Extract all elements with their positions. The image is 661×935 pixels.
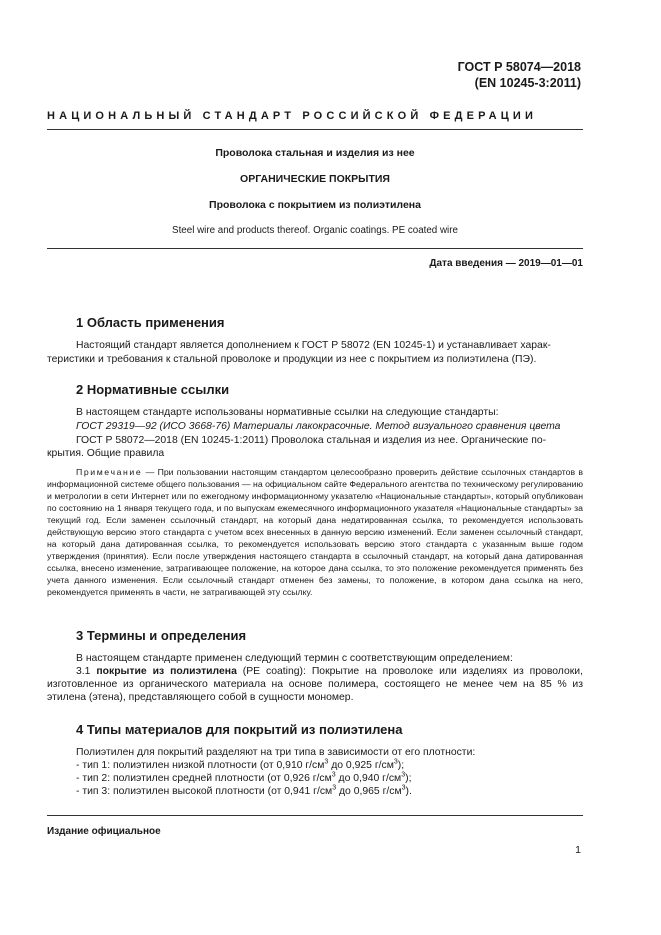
section4-heading: 4 Типы материалов для покрытий из полиэтилена (76, 722, 403, 737)
section1-line2: теристики и требования к стальной проволоке и продукции из нее с покрытием из полиэтилена (ПЭ). (47, 354, 537, 365)
list-item: - тип 3: полиэтилен высокой плотности (от 0,941 $г/см^3$ до 0,965 $г/см^3$). (76, 784, 412, 797)
title-rule (47, 248, 583, 249)
page-number: 1 (575, 844, 581, 856)
footer-rule (47, 815, 583, 816)
standard-code-block (458, 59, 581, 91)
note-lead: Примечание (76, 467, 143, 477)
section4-list (76, 759, 583, 798)
section2-ref2-line1: ГОСТ Р 58072—2018 (EN 10245-1:2011) Проволока стальная и изделия из нее. Органические по- (76, 435, 547, 446)
section2-heading: 2 Нормативные ссылки (76, 382, 230, 397)
section1-line1: Настоящий стандарт является дополнением к ГОСТ Р 58072 (EN 10245-1) и устанавливает харак- (76, 340, 551, 351)
list-item: - тип 1: полиэтилен низкой плотности (от 0,910 $г/см^3$ до 0,925 $г/см^3$); (76, 758, 405, 771)
section2-ref2-line2: крытия. Общие правила (47, 448, 165, 459)
term-number: 3.1 (76, 666, 97, 677)
standard-en-code: (EN 10245-3:2011) (474, 76, 581, 90)
section3-heading: 3 Термины и определения (76, 628, 247, 643)
title-line1: Проволока стальная и изделия из нее (215, 147, 415, 159)
section2-intro: В настоящем стандарте использованы нормативные ссылки на следующие стандарты: (76, 407, 499, 418)
header-rule (47, 129, 583, 130)
section3-intro: В настоящем стандарте применен следующий термин с соответствующим определением: (76, 653, 513, 664)
standard-code: ГОСТ Р 58074—2018 (457, 60, 581, 74)
section4-intro: Полиэтилен для покрытий разделяют на три типа в зависимости от его плотности: (76, 747, 476, 758)
list-item: - тип 2: полиэтилен средней плотности (от 0,926 $г/см^3$ до 0,940 $г/см^3$); (76, 771, 412, 784)
section2-ref1: ГОСТ 29319—92 (ИСО 3668-76) Материалы лакокрасочные. Метод визуального сравнения цвета (76, 421, 561, 432)
section3-term (47, 665, 583, 704)
section2-note (47, 466, 583, 598)
introduction-date: Дата введения — 2019—01—01 (429, 258, 583, 269)
title-line3: Проволока с покрытием из полиэтилена (209, 199, 421, 211)
title-line2: ОРГАНИЧЕСКИЕ ПОКРЫТИЯ (240, 173, 390, 185)
term-name: покрытие из полиэтилена (96, 666, 237, 677)
term-definition: (PE coating): Покрытие на проволоке или изделиях из проволоки, изготовленное из органического материала на основе полимера, состоящего не менее чем на 85 % из этилена (этена), представляющего собой в сущности мономер. (47, 666, 583, 703)
section1-heading: 1 Область применения (76, 315, 225, 330)
note-text: — При пользовании настоящим стандартом целесообразно проверить действие ссылочных стандартов в информационной системе общего пользования — на официальном сайте Федерального агентства по техническому регулированию и метрологии в сети Интернет или по ежегодному информационному указателю «Национальные стандарты», который опубликован по состоянию на 1 января текущего года, и по выпускам ежемесячного информационного указателя «Национальные стандарты» за текущий год. Если заменен ссылочный стандарт, на который дана недатированная ссылка, то рекомендуется использовать действующую версию этого стандарта с учетом всех внесенных в данную версию изменений. Если заменен ссылочный стандарт, на который дана датированная ссылка, то рекомендуется использовать версию этого стандарта с указанным выше годом утверждения (принятия). Если после утверждения настоящего стандарта в ссылочный стандарт, на который дана датированная ссылка, внесено изменение, затрагивающее положение, на которое дана ссылка, то это положение рекомендуется применять без учета данного изменения. Если ссылочный стандарт отменен без замены, то положение, в котором дана ссылка на него, рекомендуется применять в части, не затрагивающей эту ссылку. (47, 467, 583, 597)
official-edition: Издание официальное (47, 826, 161, 837)
title-english: Steel wire and products thereof. Organic coatings. PE coated wire (172, 225, 458, 236)
national-standard-title: НАЦИОНАЛЬНЫЙ СТАНДАРТ РОССИЙСКОЙ ФЕДЕРАЦИИ (47, 110, 538, 122)
